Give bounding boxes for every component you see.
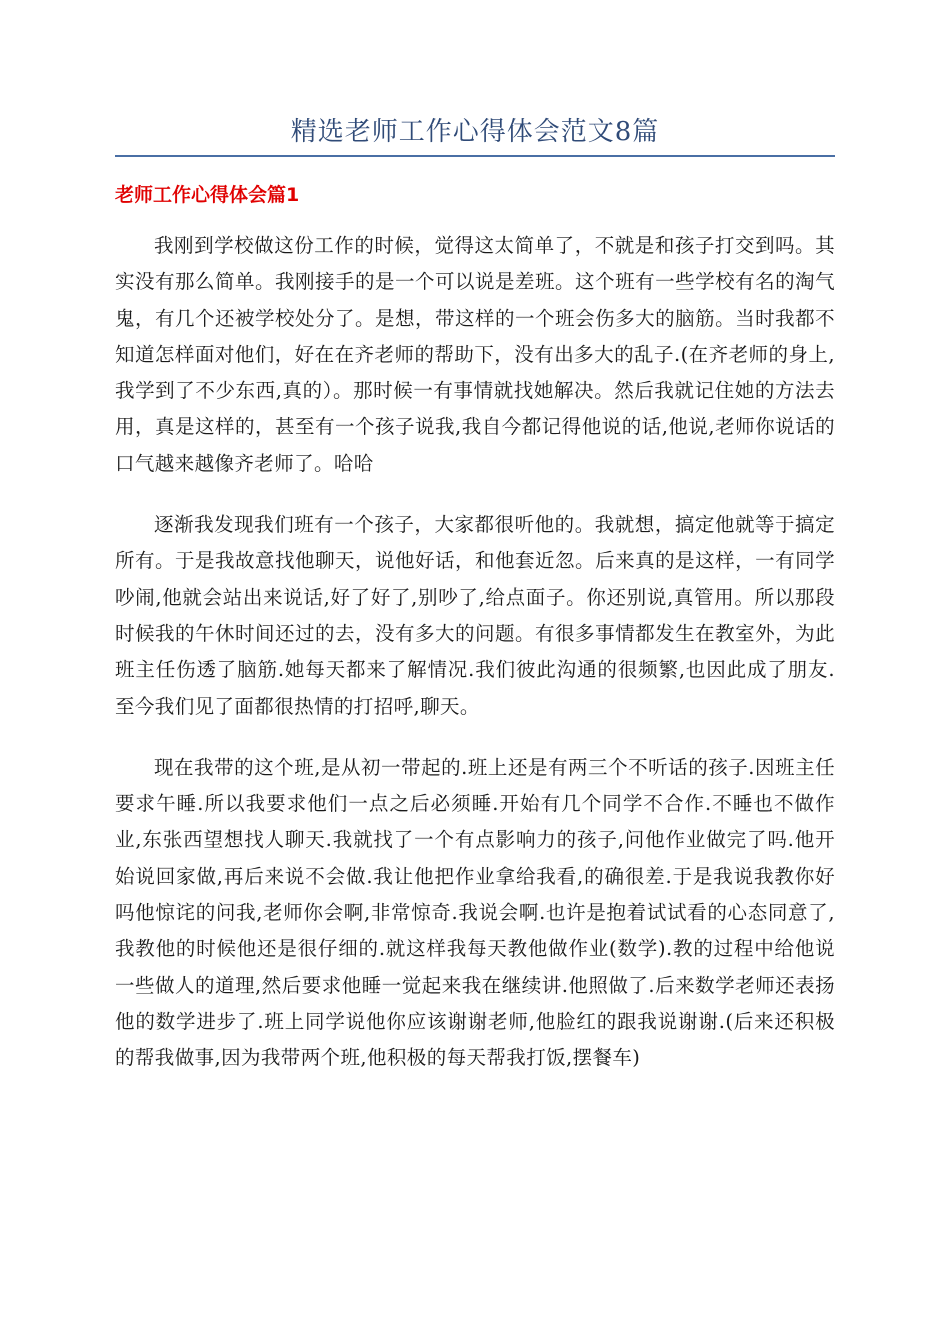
article-body — [115, 228, 835, 1102]
paragraph-3: 现在我带的这个班,是从初一带起的.班上还是有两三个不听话的孩子.因班主任要求午睡.所以我要求他们一点之后必须睡.开始有几个同学不合作.不睡也不做作业,东张西望想找人聊天.我就找了一个有点影响力的孩子,问他作业做完了吗.他开始说回家做,再后来说不会做.我让他把作业拿给我看,的确很差.于是我说我教你好吗他惊诧的问我,老师你会啊,非常惊奇.我说会啊.也许是抱着试试看的心态同意了,我教他的时候他还是很仔细的.就这样我每天教他做作业(数学).教的过程中给他说一些做人的道理,然后要求他睡一觉起来我在继续讲.他照做了.后来数学老师还表扬他的数学进步了.班上同学说他你应该谢谢老师,他脸红的跟我说谢谢.(后来还积极的帮我做事,因为我带两个班,他积极的每天帮我打饭,摆餐车) — [115, 755, 835, 1070]
paragraph-1: 我刚到学校做这份工作的时候，觉得这太简单了，不就是和孩子打交到吗。其实没有那么简单。我刚接手的是一个可以说是差班。这个班有一些学校有名的淘气鬼，有几个还被学校处分了。是想，带这样的一个班会伤多大的脑筋。当时我都不知道怎样面对他们，好在在齐老师的帮助下，没有出多大的乱子.(在齐老师的身上,我学到了不少东西,真的）。那时候一有事情就找她解决。然后我就记住她的方法去用，真是这样的，甚至有一个孩子说我,我自今都记得他说的话,他说,老师你说话的口气越来越像齐老师了。哈哈 — [115, 234, 835, 475]
page-title: 精选老师工作心得体会范文8篇 — [290, 117, 660, 147]
section-heading: 老师工作心得体会篇1 — [115, 184, 300, 206]
title-block — [115, 112, 835, 152]
paragraph-2: 逐渐我发现我们班有一个孩子，大家都很听他的。我就想，搞定他就等于搞定所有。于是我故意找他聊天，说他好话，和他套近忽。后来真的是这样，一有同学吵闹,他就会站出来说话,好了好了,别吵了,给点面子。你还别说,真管用。所以那段时候我的午休时间还过的去，没有多大的问题。有很多事情都发生在教室外，为此班主任伤透了脑筋.她每天都来了解情况.我们彼此沟通的很频繁,也因此成了朋友.至今我们见了面都很热情的打招呼,聊天。 — [115, 513, 835, 718]
title-underline — [115, 155, 835, 157]
